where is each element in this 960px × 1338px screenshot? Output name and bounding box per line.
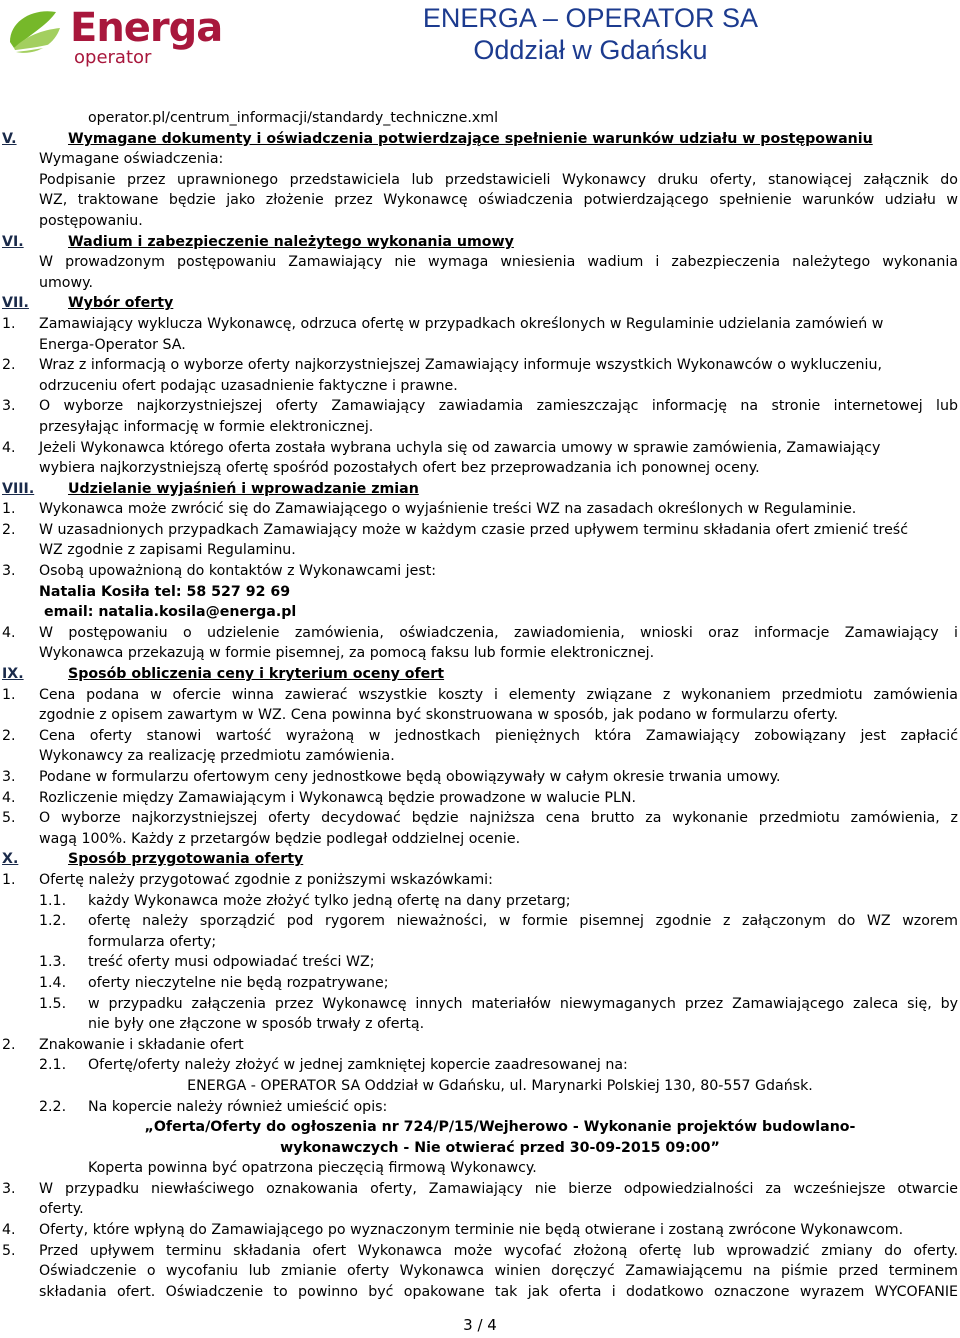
document-line bbox=[0, 829, 960, 850]
logo-word: Energa bbox=[70, 5, 223, 51]
energa-logo bbox=[4, 2, 223, 72]
section-title: Wybór oferty bbox=[68, 295, 174, 312]
item-number: 5. bbox=[2, 1242, 16, 1259]
document-line bbox=[0, 1055, 960, 1076]
document-line bbox=[0, 355, 960, 376]
text-line: przesyłając informację w formie elektronicznej. bbox=[39, 418, 374, 435]
document-line bbox=[0, 602, 960, 623]
item-text: Cena podana w ofercie winna zawierać wszystkie koszty i elementy związane z wykonaniem przedmiotu zamówienia bbox=[39, 686, 958, 703]
document-line bbox=[0, 335, 960, 356]
document-line bbox=[0, 705, 960, 726]
document-line bbox=[0, 561, 960, 582]
document-line bbox=[0, 767, 960, 788]
document-line bbox=[0, 314, 960, 335]
text-line: postępowaniu. bbox=[39, 212, 143, 229]
document-line bbox=[0, 664, 960, 685]
document-line bbox=[0, 1138, 960, 1159]
section-number: X. bbox=[2, 851, 19, 868]
document-line bbox=[0, 232, 960, 253]
text-line: Koperta powinna być opatrzona pieczęcią firmową Wykonawcy. bbox=[88, 1160, 537, 1177]
document-line bbox=[0, 746, 960, 767]
section-number: VII. bbox=[2, 295, 29, 312]
text-line: operator.pl/centrum_informacji/standardy_techniczne.xml bbox=[88, 110, 499, 126]
leaf-icon bbox=[4, 2, 68, 64]
document-line bbox=[0, 1076, 960, 1097]
item-number: 3. bbox=[2, 398, 16, 415]
item-number: 1. bbox=[2, 501, 16, 518]
document-line bbox=[0, 788, 960, 809]
subitem-text: w przypadku załączenia przez Wykonawcę innych materiałów niewymaganych przez Zamawiającego zaleca się, by bbox=[88, 995, 958, 1012]
item-number: 1. bbox=[2, 871, 16, 888]
company-line-1: ENERGA – OPERATOR SA bbox=[422, 3, 758, 33]
document-line bbox=[0, 643, 960, 664]
document-line bbox=[0, 849, 960, 870]
subitem-text: ofertę należy sporządzić pod rygorem nieważności, w formie pisemnej zgodnie z załączonym do WZ wzorem bbox=[88, 913, 958, 930]
item-text: Wraz z informacją o wyborze oferty najkorzystniejszej Zamawiający informuje wszystkich Wykonawców o wykluczeniu, bbox=[39, 357, 882, 374]
document-line bbox=[0, 1241, 960, 1262]
item-text: O wyborze najkorzystniejszej oferty Zamawiający zawiadamia zamieszczając informację na stronie internetowej lub bbox=[39, 398, 958, 415]
subitem-number: 2.1. bbox=[39, 1057, 67, 1074]
section-title: Sposób obliczenia ceny i kryterium oceny ofert bbox=[68, 666, 445, 683]
centered-text: „Oferta/Oferty do ogłoszenia nr 724/P/15/Wejherowo - Wykonanie projektów budowlano- bbox=[144, 1119, 856, 1136]
document-line bbox=[0, 211, 960, 232]
item-number: 4. bbox=[2, 789, 16, 806]
document-line bbox=[0, 1097, 960, 1118]
document-line bbox=[0, 479, 960, 500]
text-line: umowy. bbox=[39, 274, 93, 291]
subitem-text: treść oferty musi odpowiadać treści WZ; bbox=[88, 954, 375, 971]
document-line bbox=[0, 1158, 960, 1179]
document-line bbox=[0, 994, 960, 1015]
document-line bbox=[0, 1035, 960, 1056]
item-number: 1. bbox=[2, 315, 16, 332]
item-number: 1. bbox=[2, 686, 16, 703]
document-line bbox=[0, 417, 960, 438]
text-line: Wymagane oświadczenia: bbox=[39, 151, 224, 168]
company-line-2: Oddział w Gdańsku bbox=[473, 35, 708, 65]
subitem-text: każdy Wykonawca może złożyć tylko jedną ofertę na dany przetarg; bbox=[88, 892, 571, 909]
item-text: W postępowaniu o udzielenie zamówienia, oświadczenia, zawiadomienia, wnioski oraz informacje Zamawiający i bbox=[39, 624, 958, 641]
company-name bbox=[423, 2, 758, 66]
item-text: Jeżeli Wykonawca którego oferta została wybrana uchyla się od zawarcia umowy w sprawie zamówienia, Zamawiający bbox=[39, 439, 881, 456]
text-line: Energa-Operator SA. bbox=[39, 336, 186, 353]
document-line bbox=[0, 499, 960, 520]
document-line bbox=[0, 1014, 960, 1035]
item-text: Cena oferty stanowi wartość wyrażoną w jednostkach pieniężnych która Zamawiający zobowiązany jest zapłacić bbox=[39, 727, 958, 744]
item-number: 2. bbox=[2, 357, 16, 374]
document-line bbox=[0, 726, 960, 747]
document-line bbox=[0, 273, 960, 294]
document-line bbox=[0, 190, 960, 211]
text-line: odrzuceniu ofert podając uzasadnienie faktyczne i prawne. bbox=[39, 377, 458, 394]
text-line: Podpisanie przez uprawnionego przedstawiciela lub przedstawicieli Wykonawcy druku oferty, stanowiącej załącznik do bbox=[39, 171, 958, 188]
item-text: Przed upływem terminu składania ofert Wykonawca może wycofać złożoną ofertę lub wprowadzić zmiany do oferty. bbox=[39, 1242, 958, 1259]
item-text: Rozliczenie między Zamawiającym i Wykonawcą będzie prowadzone w walucie PLN. bbox=[39, 789, 637, 806]
item-number: 4. bbox=[2, 1222, 16, 1239]
subitem-text: oferty nieczytelne nie będą rozpatrywane; bbox=[88, 974, 389, 991]
item-number: 5. bbox=[2, 810, 16, 827]
item-number: 3. bbox=[2, 1180, 16, 1197]
document-line bbox=[0, 108, 960, 129]
page-header bbox=[0, 0, 960, 90]
document-line bbox=[0, 582, 960, 603]
text-line: Wykonawcy za realizację przedmiotu zamówienia. bbox=[39, 748, 395, 765]
document-line bbox=[0, 396, 960, 417]
item-text: Znakowanie i składanie ofert bbox=[39, 1036, 244, 1053]
document-line bbox=[0, 911, 960, 932]
document-line bbox=[0, 520, 960, 541]
item-text: W uzasadnionych przypadkach Zamawiający może w każdym czasie przed upływem terminu składania ofert zmienić treść bbox=[39, 521, 908, 538]
text-line: zgodnie z opisem zawartym w WZ. Cena powinna być skonstruowana w sposób, jak podano w formularzu oferty. bbox=[39, 707, 838, 724]
document-line bbox=[0, 149, 960, 170]
document-line bbox=[0, 458, 960, 479]
document-line bbox=[0, 623, 960, 644]
section-number: IX. bbox=[2, 666, 24, 683]
item-text: W przypadku niewłaściwego oznakowania oferty, Zamawiający nie bierze odpowiedzialności za wcześniejsze otwarcie bbox=[39, 1180, 958, 1197]
item-number: 2. bbox=[2, 1036, 16, 1053]
logo-subtitle: operator bbox=[74, 47, 152, 68]
item-text: Ofertę należy przygotować zgodnie z poniższymi wskazówkami: bbox=[39, 871, 493, 888]
subitem-number: 1.5. bbox=[39, 995, 67, 1012]
item-text: Osobą upoważnioną do kontaktów z Wykonawcami jest: bbox=[39, 563, 437, 580]
item-number: 2. bbox=[2, 727, 16, 744]
subitem-number: 1.3. bbox=[39, 954, 67, 971]
document-body bbox=[0, 108, 960, 1302]
document-line bbox=[0, 1199, 960, 1220]
centered-text: wykonawczych - Nie otwierać przed 30-09-2015 09:00” bbox=[280, 1139, 720, 1156]
text-line: email: natalia.kosila@energa.pl bbox=[44, 604, 297, 621]
text-line: oferty. bbox=[39, 1201, 84, 1218]
text-line: składania ofert. Oświadczenie to powinno być opakowane tak jak oferta i dodatkowo oznaczone wyrazem WYCOFANIE bbox=[39, 1283, 958, 1300]
section-title: Wadium i zabezpieczenie należytego wykonania umowy bbox=[68, 233, 514, 250]
item-text: Zamawiający wyklucza Wykonawcę, odrzuca ofertę w przypadkach określonych w Regulaminie udzielania zamówień w bbox=[39, 315, 884, 332]
item-number: 4. bbox=[2, 624, 16, 641]
document-line bbox=[0, 129, 960, 150]
section-number: VI. bbox=[2, 233, 24, 250]
section-number: V. bbox=[2, 130, 17, 147]
subitem-number: 2.2. bbox=[39, 1098, 67, 1115]
document-line bbox=[0, 438, 960, 459]
text-line: formularza oferty; bbox=[88, 933, 217, 950]
subitem-number: 1.2. bbox=[39, 913, 67, 930]
text-line: W prowadzonym postępowaniu Zamawiający nie wymaga wniesienia wadium i zabezpieczenia należytego wykonania bbox=[39, 254, 958, 271]
item-number: 4. bbox=[2, 439, 16, 456]
text-line: Wykonawca przekazują w formie pisemnej, za pomocą faksu lub formie elektronicznej. bbox=[39, 645, 655, 662]
text-line: WZ zgodnie z zapisami Regulaminu. bbox=[39, 542, 296, 559]
section-title: Udzielanie wyjaśnień i wprowadzanie zmian bbox=[68, 480, 419, 497]
subitem-number: 1.1. bbox=[39, 892, 67, 909]
document-line bbox=[0, 1179, 960, 1200]
document-line bbox=[0, 170, 960, 191]
text-line: nie były one złączone w sposób trwały z ofertą. bbox=[88, 1016, 425, 1033]
document-line bbox=[0, 973, 960, 994]
section-title: Sposób przygotowania oferty bbox=[68, 851, 304, 868]
document-line bbox=[0, 1261, 960, 1282]
subitem-text: Na kopercie należy również umieścić opis: bbox=[88, 1098, 388, 1115]
document-line bbox=[0, 932, 960, 953]
section-number: VIII. bbox=[2, 480, 35, 497]
document-line bbox=[0, 1117, 960, 1138]
document-line bbox=[0, 870, 960, 891]
document-line bbox=[0, 540, 960, 561]
item-number: 2. bbox=[2, 521, 16, 538]
section-title: Wymagane dokumenty i oświadczenia potwierdzające spełnienie warunków udziału w postępowaniu bbox=[68, 130, 873, 147]
document-line bbox=[0, 891, 960, 912]
document-line bbox=[0, 952, 960, 973]
item-number: 3. bbox=[2, 769, 16, 785]
subitem-text: Ofertę/oferty należy złożyć w jednej zamkniętej kopercie zaadresowanej na: bbox=[88, 1057, 628, 1074]
document-line bbox=[0, 293, 960, 314]
item-text: Oferty, które wpłyną do Zamawiającego po wyznaczonym terminie nie będą otwierane i zostaną zwrócone Wykonawcom. bbox=[39, 1222, 904, 1239]
text-line: Oświadczenie o wycofaniu lub zmianie oferty Wykonawca winien doręczyć Zamawiającemu na piśmie przed terminem bbox=[39, 1263, 958, 1280]
centered-text: ENERGA - OPERATOR SA Oddział w Gdańsku, ul. Marynarki Polskiej 130, 80-557 Gdańsk. bbox=[187, 1077, 813, 1094]
document-line bbox=[0, 252, 960, 273]
text-line: wagą 100%. Każdy z przetargów będzie podlegał oddzielnej ocenie. bbox=[39, 830, 521, 847]
item-text: Wykonawca może zwrócić się do Zamawiającego o wyjaśnienie treści WZ na zasadach określonych w Regulaminie. bbox=[39, 501, 857, 518]
subitem-number: 1.4. bbox=[39, 974, 67, 991]
text-line: WZ, traktowane będzie jako złożenie przez Wykonawcę oświadczenia potwierdzającego spełnienie warunków udziału w bbox=[39, 192, 958, 209]
document-line bbox=[0, 1220, 960, 1241]
text-line: wybiera najkorzystniejszą ofertę spośród pozostałych ofert bez przeprowadzania ich ponownej oceny. bbox=[39, 460, 760, 477]
item-number: 3. bbox=[2, 563, 16, 580]
document-line bbox=[0, 808, 960, 829]
item-text: O wyborze najkorzystniejszej oferty decydować będzie najniższa cena brutto za wykonanie przedmiotu zamówienia, z bbox=[39, 810, 958, 827]
page-number: 3 / 4 bbox=[463, 1316, 497, 1334]
document-line bbox=[0, 1282, 960, 1303]
document-line bbox=[0, 685, 960, 706]
text-line: Natalia Kosiła tel: 58 527 92 69 bbox=[39, 583, 291, 600]
document-line bbox=[0, 376, 960, 397]
item-text: Podane w formularzu ofertowym ceny jednostkowe będą obowiązywały w całym okresie trwania umowy. bbox=[39, 769, 781, 785]
